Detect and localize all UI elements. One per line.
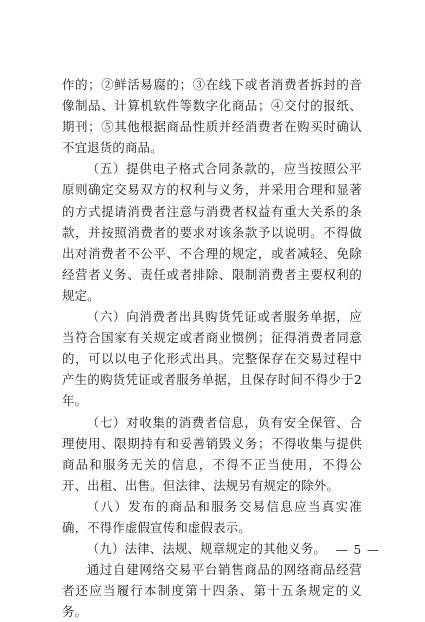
paragraph-item-7: （七）对收集的消费者信息，负有安全保管、合理使用、限期持有和妥善销毁义务；不得收集与提供商品和服务无关的信息，不得不正当使用，不得公开、出租、出售。但法律、法规另有规定的除外。 <box>62 414 362 493</box>
paragraph-item-6: （六）向消费者出具购货凭证或者服务单据，应当符合国家有关规定或者商业惯例；征得消费者同意的，可以以电子化形式出具。完整保存在交易过程中产生的购货凭证或者服务单据，且保存时间不得少于2年。 <box>62 309 362 409</box>
paragraph-item-5: （五）提供电子格式合同条款的，应当按照公平原则确定交易双方的权利与义务，并采用合理和显著的方式提请消费者注意与消费者权益有重大关系的条款，并按照消费者的要求对该条款予以说明。不得做出对消费者不公平、不合理的规定，或者减轻、免除经营者义务、责任或者排除、限制消费者主要权利的规定。 <box>62 161 362 303</box>
paragraph-continuation: 作的；②鲜活易腐的；③在线下或者消费者拆封的音像制品、计算机软件等数字化商品；④交付的报纸、期刊；⑤其他根据商品性质并经消费者在购买时确认不宜退货的商品。 <box>62 77 362 156</box>
page-number: — 5 — <box>335 543 380 557</box>
paragraph-item-9: （九）法律、法规、规章规定的其他义务。 <box>86 541 327 557</box>
paragraph-closing: 通过自建网络交易平台销售商品的网络商品经营者还应当履行本制度第十四条、第十五条规定的义务。 <box>62 562 362 620</box>
body-text <box>62 74 362 622</box>
paragraph-item-8: （八）发布的商品和服务交易信息应当真实准确，不得作虚假宣传和虚假表示。 <box>62 498 362 535</box>
